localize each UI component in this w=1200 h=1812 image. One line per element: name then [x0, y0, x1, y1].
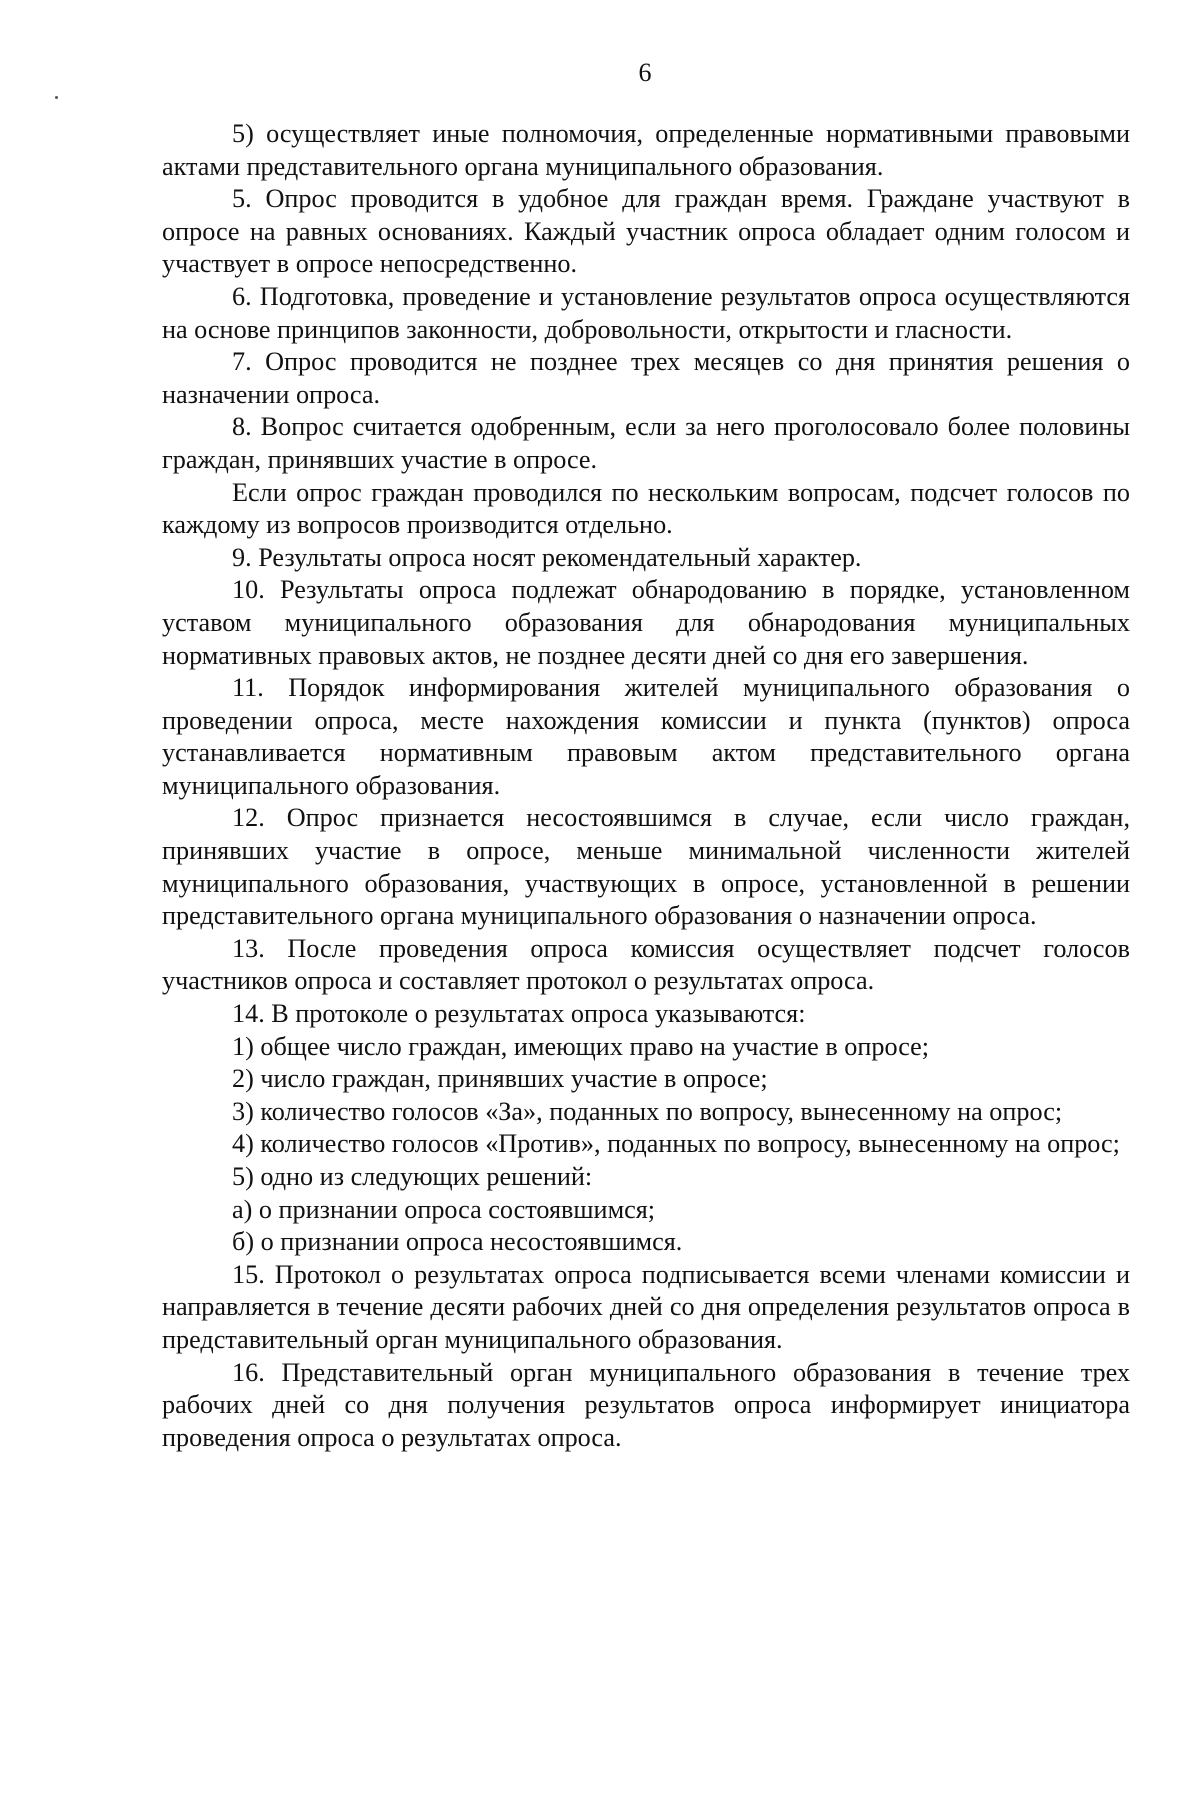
- paragraph-item-5-clause: 5) осуществляет иные полномочия, определенные нормативными правовыми актами представительного органа муниципального образования.: [162, 119, 1130, 181]
- paragraph-8: 8. Вопрос считается одобренным, если за него проголосовало более половины граждан, принявших участие в опросе.: [162, 412, 1130, 474]
- paragraph-10: 10. Результаты опроса подлежат обнародованию в порядке, установленном уставом муниципального образования для обнародования муниципальных нормативных правовых актов, не позднее десяти дней со дня его завершения.: [162, 575, 1130, 670]
- paragraph-13: 13. После проведения опроса комиссия осуществляет подсчет голосов участников опроса и составляет протокол о результатах опроса.: [162, 933, 1130, 996]
- scan-mark: [55, 96, 58, 99]
- paragraph-16: 16. Представительный орган муниципального образования в течение трех рабочих дней со дня получения результатов опроса информирует инициатора проведения опроса о результатах опроса.: [162, 1357, 1130, 1452]
- paragraph-14: 14. В протоколе о результатах опроса указываются:: [232, 999, 806, 1029]
- list-item-14-4: 4) количество голосов «Против», поданных по вопросу, вынесенному на опрос;: [232, 1129, 1120, 1159]
- document-body: [162, 118, 1130, 1454]
- list-item-14-5-b: б) о признании опроса несостоявшимся.: [232, 1227, 683, 1257]
- page-number: 6: [638, 58, 652, 87]
- paragraph-11: 11. Порядок информирования жителей муниципального образования о проведении опроса, месте нахождения комиссии и пункта (пунктов) опроса устанавливается нормативным правовым актом представительного органа муниципального образования.: [162, 673, 1130, 800]
- paragraph-9: 9. Результаты опроса носят рекомендательный характер.: [232, 542, 862, 572]
- paragraph-12: 12. Опрос признается несостоявшимся в случае, если число граждан, принявших участие в опросе, меньше минимальной численности жителей муниципального образования, участвующих в опросе, установленной в решении представительного органа муниципального образования о назначении опроса.: [162, 803, 1130, 931]
- paragraph-5: 5. Опрос проводится в удобное для граждан время. Граждане участвуют в опросе на равных основаниях. Каждый участник опроса обладает одним голосом и участвует в опросе непосредственно.: [162, 184, 1130, 279]
- paragraph-15: 15. Протокол о результатах опроса подписывается всеми членами комиссии и направляется в течение десяти рабочих дней со дня определения результатов опроса в представительный орган муниципального образования.: [162, 1259, 1130, 1354]
- list-item-14-3: 3) количество голосов «За», поданных по вопросу, вынесенному на опрос;: [232, 1096, 1063, 1126]
- list-item-14-2: 2) число граждан, принявших участие в опросе;: [232, 1064, 768, 1094]
- paragraph-6: 6. Подготовка, проведение и установление результатов опроса осуществляются на основе принципов законности, добровольности, открытости и гласности.: [162, 281, 1130, 344]
- list-item-14-5-a: а) о признании опроса состоявшимся;: [232, 1194, 656, 1224]
- list-item-14-5: 5) одно из следующих решений:: [232, 1162, 593, 1191]
- list-item-14-1: 1) общее число граждан, имеющих право на участие в опросе;: [232, 1031, 930, 1061]
- paragraph-8-continued: Если опрос граждан проводился по нескольким вопросам, подсчет голосов по каждому из вопросов производится отдельно.: [162, 477, 1130, 540]
- paragraph-7: 7. Опрос проводится не позднее трех месяцев со дня принятия решения о назначении опроса.: [162, 347, 1130, 409]
